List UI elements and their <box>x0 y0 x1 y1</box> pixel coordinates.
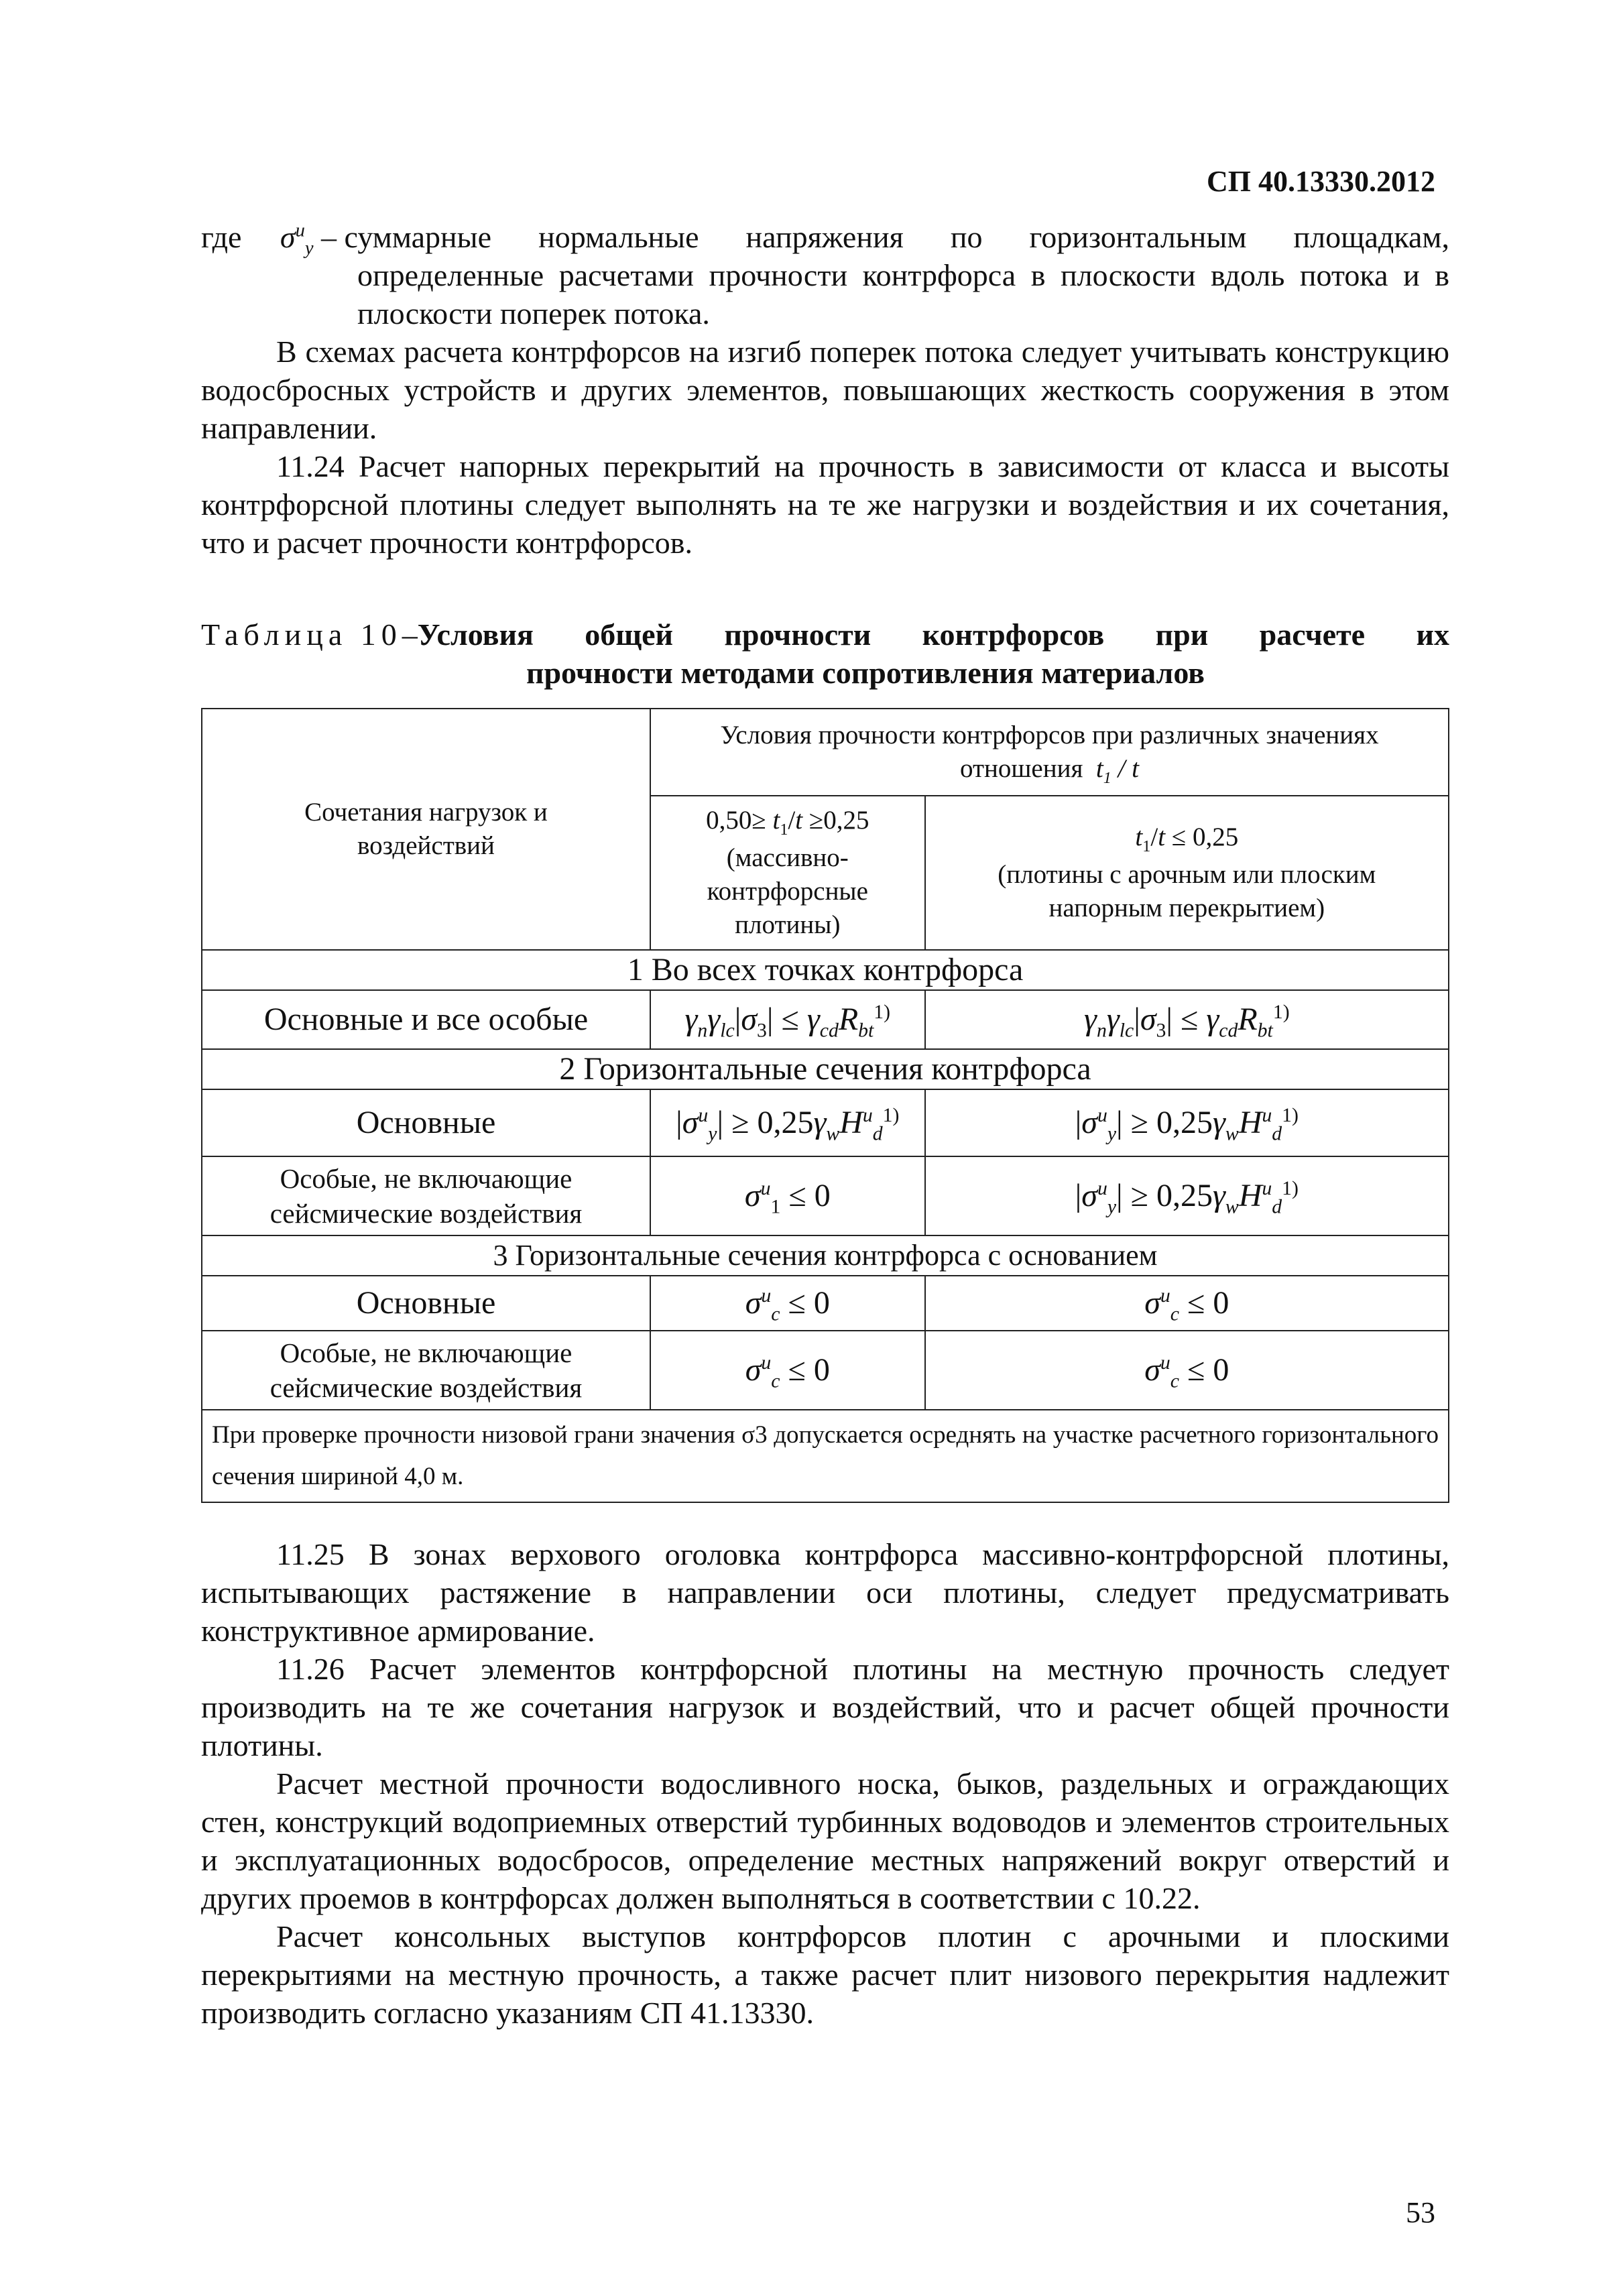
col1-ratio: $0,50\ge t_1/t \ge 0,25$ <box>706 806 869 839</box>
formula-cell: $|\sigma^u_y| \ge 0,25\gamma_wH^u_d^{1)}$ <box>925 1089 1449 1156</box>
paragraph-console: Расчет консольных выступов контрфорсов плотин с арочными и плоскими перекрытиями на местную прочность, а также расчет плит низового перекрытия надлежит производить согласно указаниям СП 41.13330. <box>201 1919 1449 2030</box>
col1-desc: (массивно-контрфорсные плотины) <box>707 843 868 939</box>
table-row <box>202 1089 1449 1156</box>
table-title-line2: прочности методами сопротивления материалов <box>526 656 1205 690</box>
section-row <box>202 1049 1449 1089</box>
table-row <box>202 1156 1449 1235</box>
load-cell: Основные <box>202 1089 650 1156</box>
load-cell: Основные и все особые <box>202 990 650 1049</box>
load-cell: Особые, не включающие сейсмические воздействия <box>202 1156 650 1235</box>
table-row <box>202 1331 1449 1410</box>
definition-text-first: суммарные нормальные напряжения по горизонтальным площадкам, <box>344 220 1449 254</box>
formula-cell: $|\sigma^u_y| \ge 0,25\gamma_wH^u_d^{1)}$ <box>925 1156 1449 1235</box>
definition-lead: где $\sigma^u_y$ – <box>201 220 337 259</box>
formula-cell: $|\sigma^u_y| \ge 0,25\gamma_wH^u_d^{1)}$ <box>650 1089 925 1156</box>
paragraph-11-26: 11.26 Расчет элементов контрфорсной плотины на местную прочность следует производить на те же сочетания нагрузок и воздействий, что и расчет общей прочности плотины. <box>201 1652 1449 1762</box>
col2-ratio: $t_1/t \le 0,25$ <box>1135 823 1239 855</box>
page-number: 53 <box>1406 2196 1435 2229</box>
section-title-1: 1 Во всех точках контрфорса <box>202 950 1449 990</box>
load-cell: Основные <box>202 1276 650 1331</box>
section-row <box>202 950 1449 990</box>
formula-cell: $\gamma_n\gamma_{lc}|\sigma_3| \le \gamma_{cd}R_{bt}^{1)}$ <box>925 990 1449 1049</box>
strength-conditions-table <box>201 708 1449 1503</box>
formula-cell: $\sigma^u_c \le 0$ <box>925 1276 1449 1331</box>
closing-text <box>201 1535 1449 2032</box>
header-col1 <box>650 796 925 950</box>
intro-text <box>201 218 1449 562</box>
header-group: Условия прочности контрфорсов при различных значениях отношения $t_1$ / t <box>650 709 1449 796</box>
ratio-symbol: $t_1$ / t <box>1089 754 1139 787</box>
document-code: СП 40.13330.2012 <box>1207 165 1435 198</box>
definition-line <box>201 218 1449 259</box>
sigma-symbol: $\sigma^u_y$ <box>280 220 314 259</box>
paragraph-11-25: 11.25 В зонах верхового оголовка контрфорса массивно-контрфорсной плотины, испытывающих растяжение в направлении оси плотины, следует предусматривать конструктивное армирование. <box>201 1537 1449 1648</box>
formula-cell: $\sigma^u_c \le 0$ <box>650 1276 925 1331</box>
table-caption: Таблица 10–Условия общей прочности контрфорсов при расчете их прочности методами сопротивления материалов <box>201 615 1449 692</box>
formula-cell: $\gamma_n\gamma_{lc}|\sigma_3| \le \gamma_{cd}R_{bt}^{1)}$ <box>650 990 925 1049</box>
paragraph-11-24: 11.24 Расчет напорных перекрытий на прочность в зависимости от класса и высоты контрфорсной плотины следует выполнять на те же нагрузки и воздействия и их сочетания, что и расчет прочности контрфорсов. <box>201 449 1449 560</box>
table-note-row <box>202 1410 1449 1502</box>
definition-text-rest: определенные расчетами прочности контрфорса в плоскости вдоль потока и в плоскости поперек потока. <box>357 258 1449 330</box>
section-title-2: 2 Горизонтальные сечения контрфорса <box>202 1049 1449 1089</box>
table-header-row <box>202 709 1449 796</box>
formula-cell: $\sigma^u_c \le 0$ <box>925 1331 1449 1410</box>
header-loads: Сочетания нагрузок и воздействий <box>202 709 650 950</box>
header-col2 <box>925 796 1449 950</box>
load-cell: Особые, не включающие сейсмические воздействия <box>202 1331 650 1410</box>
col2-desc: (плотины с арочным или плоским напорным перекрытием) <box>998 860 1376 922</box>
table-row <box>202 990 1449 1049</box>
paragraph-schemes: В схемах расчета контрфорсов на изгиб поперек потока следует учитывать конструкцию водосбросных устройств и других элементов, повышающих жесткость сооружения в этом направлении. <box>201 335 1449 445</box>
table-note: При проверке прочности низовой грани значения σ3 допускается осреднять на участке расчетного горизонтального сечения шириной 4,0 м. <box>202 1410 1449 1502</box>
table-row <box>202 1276 1449 1331</box>
formula-cell: $\sigma^u_c \le 0$ <box>650 1331 925 1410</box>
formula-cell: $\sigma^u_1 \le 0$ <box>650 1156 925 1235</box>
section-title-3: 3 Горизонтальные сечения контрфорса с основанием <box>202 1235 1449 1276</box>
paragraph-local-strength: Расчет местной прочности водосливного носка, быков, раздельных и ограждающих стен, конструкций водоприемных отверстий турбинных водоводов и элементов строительных и эксплуатационных водосбросов, определение местных напряжений вокруг отверстий и других проемов в контрфорсах должен выполняться в соответствии с 10.22. <box>201 1766 1449 1915</box>
section-row <box>202 1235 1449 1276</box>
table-label: Таблица 10 <box>201 617 402 652</box>
